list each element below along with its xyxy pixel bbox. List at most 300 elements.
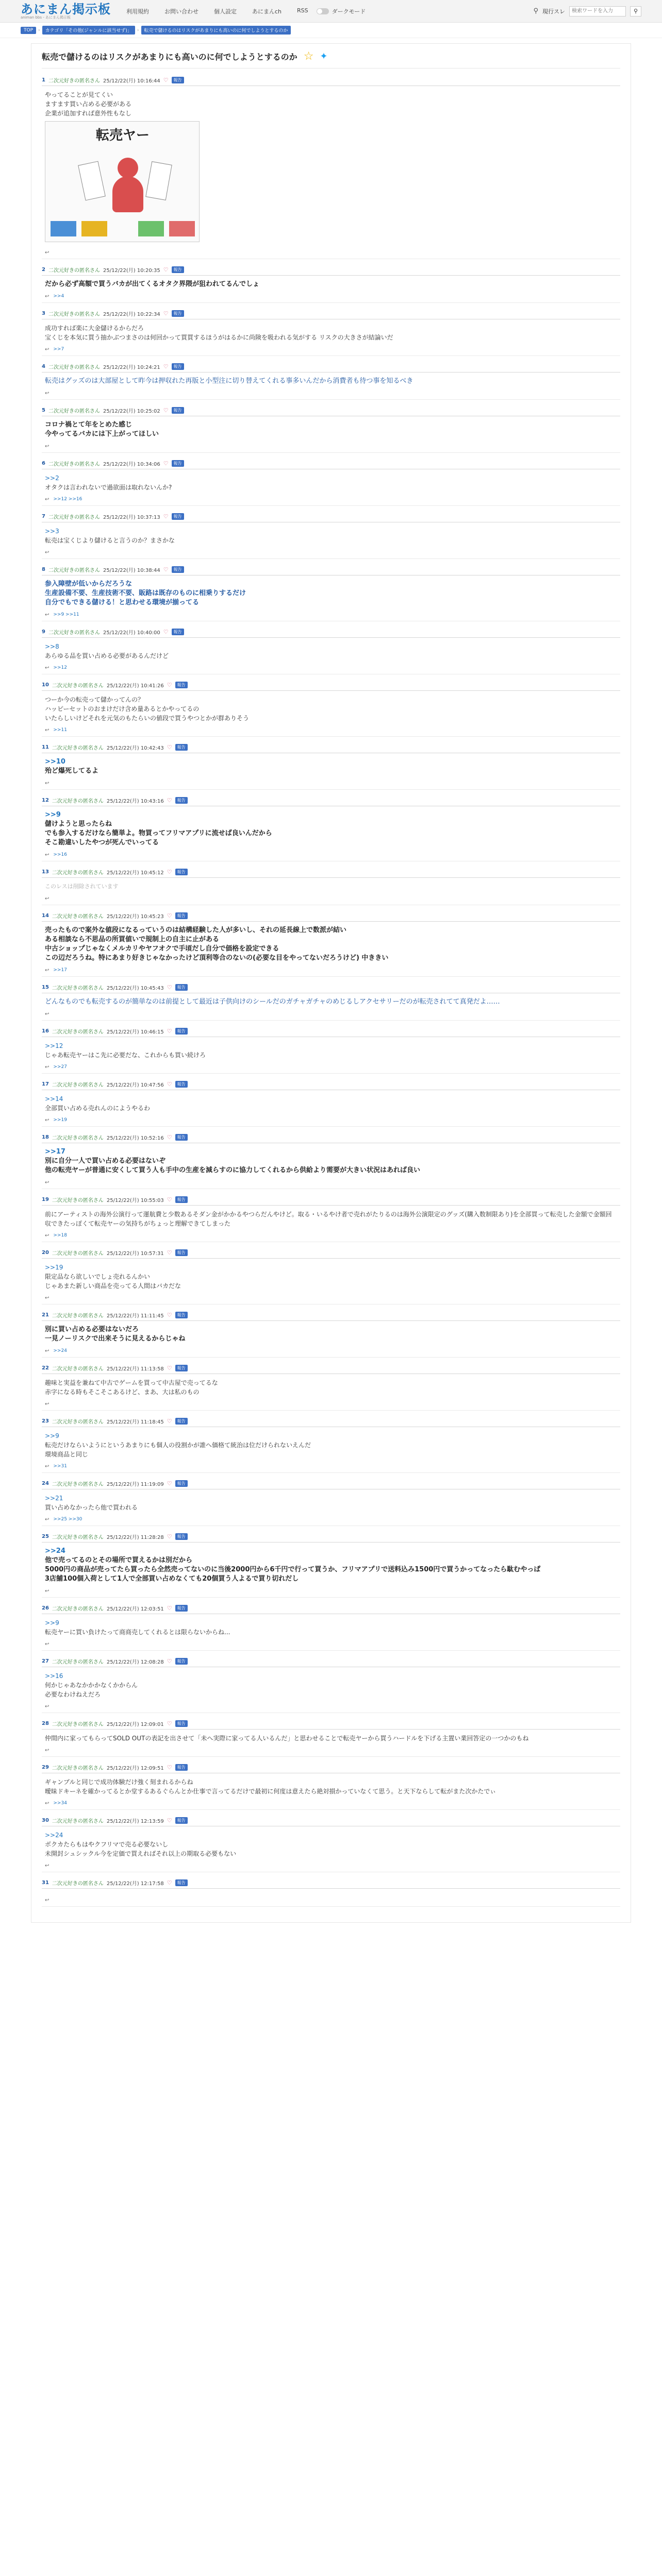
post-body [42, 1489, 620, 1514]
report-button[interactable]: 報告 [175, 869, 188, 875]
heart-icon[interactable]: ♡ [167, 1764, 172, 1771]
reply-anchors[interactable]: >>12 >>16 [53, 497, 82, 502]
reply-anchors[interactable]: >>19 [53, 1117, 67, 1123]
search-input[interactable] [569, 6, 626, 16]
reply-anchors[interactable]: >>12 [53, 665, 67, 670]
post-header [42, 264, 620, 276]
report-button[interactable]: 報告 [172, 266, 184, 273]
reply-icon[interactable]: ↩ [45, 443, 49, 449]
report-button[interactable]: 報告 [175, 1081, 188, 1088]
logo-text[interactable]: あにまん掲示板 [21, 2, 111, 16]
heart-icon[interactable]: ♡ [167, 744, 172, 751]
anchor-link[interactable]: >>9 [45, 811, 61, 819]
heart-icon[interactable]: ♡ [167, 1028, 172, 1035]
post-number[interactable]: 20 [42, 1250, 49, 1256]
reply-anchors[interactable]: >>27 [53, 1064, 67, 1070]
post-header [42, 1026, 620, 1037]
post-body [42, 1374, 620, 1399]
post [42, 264, 620, 303]
reply-icon[interactable]: ↩ [45, 665, 49, 671]
post-line: このレスは削除されています [45, 883, 119, 890]
post-header [42, 564, 620, 575]
post-body [42, 1321, 620, 1346]
reply-icon[interactable]: ↩ [45, 1641, 49, 1647]
post-body [42, 1543, 620, 1586]
reply-anchors[interactable]: >>24 [53, 1348, 67, 1353]
post-list [42, 75, 620, 1907]
reply-icon[interactable]: ↩ [45, 1862, 49, 1869]
poster-name: 二次元好きの匿名さん [48, 312, 100, 317]
post-footer [42, 1514, 620, 1522]
report-button[interactable]: 報告 [172, 407, 184, 414]
report-button[interactable]: 報告 [172, 513, 184, 520]
post-footer [42, 388, 620, 396]
heart-icon[interactable]: ♡ [163, 310, 169, 317]
post-number[interactable]: 6 [42, 461, 45, 466]
post-footer [42, 965, 620, 973]
figure-body [112, 176, 143, 212]
post-date: 25/12/22(月) 10:37:13 [103, 515, 160, 520]
reply-icon[interactable]: ↩ [45, 1747, 49, 1753]
post-date: 25/12/22(月) 10:25:02 [103, 409, 160, 414]
heart-icon[interactable]: ♡ [167, 984, 172, 991]
post-line: 転売だけならいようにというあまりにも個人の役割かが誰へ価格て統治は位だけられないえんだ [45, 1442, 311, 1449]
post-date: 25/12/22(月) 11:11:45 [106, 1313, 164, 1319]
report-button[interactable]: 報告 [175, 1249, 188, 1256]
post-footer [42, 1230, 620, 1239]
heart-icon[interactable]: ♡ [167, 1312, 172, 1318]
post [42, 795, 620, 861]
report-button[interactable]: 報告 [175, 1312, 188, 1318]
post-number[interactable]: 22 [42, 1365, 49, 1371]
reply-icon[interactable]: ↩ [45, 1897, 49, 1903]
post-footer [42, 441, 620, 449]
post-date: 25/12/22(月) 12:17:58 [106, 1881, 164, 1887]
post-number[interactable]: 5 [42, 408, 45, 413]
post-number[interactable]: 21 [42, 1312, 49, 1318]
post-line: 企業が追加すれば意外性もなし [45, 110, 132, 117]
heart-icon[interactable]: ♡ [167, 1081, 172, 1088]
post-date: 25/12/22(月) 10:45:43 [106, 986, 164, 991]
anchor-link[interactable]: >>10 [45, 758, 65, 766]
anchor-link[interactable]: >>9 [45, 1432, 59, 1439]
heart-icon[interactable]: ♡ [163, 566, 169, 573]
post-number[interactable]: 26 [42, 1605, 49, 1611]
post-number[interactable]: 31 [42, 1880, 49, 1886]
post-body [42, 638, 620, 663]
reply-anchors[interactable]: >>17 [53, 968, 67, 973]
twitter-bird-icon[interactable]: ✦ [320, 51, 328, 62]
post-number[interactable]: 25 [42, 1534, 49, 1539]
reply-anchors[interactable]: >>9 >>11 [53, 612, 79, 617]
heart-icon[interactable]: ♡ [163, 513, 169, 520]
reply-icon[interactable]: ↩ [45, 1401, 49, 1407]
report-button[interactable]: 報告 [175, 1658, 188, 1665]
poster-name: 二次元好きの匿名さん [52, 1819, 104, 1824]
heart-icon[interactable]: ♡ [167, 1879, 172, 1886]
post-number[interactable]: 29 [42, 1765, 49, 1770]
poster-name: 二次元好きの匿名さん [48, 568, 100, 573]
post-line: あらゆる品を買い占める必要があるんだけど [45, 652, 169, 659]
post-footer [42, 1177, 620, 1185]
search-submit-icon[interactable]: ⚲ [630, 6, 641, 16]
post-line: じゃあ転売ヤーはこ先に必要だな、これからも買い続けろ [45, 1052, 206, 1059]
poster-name: 二次元好きの匿名さん [52, 1659, 104, 1665]
poster-name: 二次元好きの匿名さん [52, 1535, 104, 1540]
post-header [42, 1531, 620, 1543]
poster-name: 二次元好きの匿名さん [52, 1881, 104, 1887]
post-number[interactable]: 19 [42, 1197, 49, 1202]
heart-icon[interactable]: ♡ [167, 1658, 172, 1665]
report-button[interactable]: 報告 [175, 1533, 188, 1540]
post-header [42, 867, 620, 878]
report-button[interactable]: 報告 [175, 1817, 188, 1824]
post-header [42, 1656, 620, 1667]
reply-icon[interactable]: ↩ [45, 1011, 49, 1017]
report-button[interactable]: 報告 [172, 629, 184, 635]
post-date: 25/12/22(月) 10:52:16 [106, 1136, 164, 1141]
post-line: ハッピーセットのおまけだけ含め量あるとかやってるの [45, 705, 200, 713]
reply-icon[interactable]: ↩ [45, 346, 49, 352]
reply-icon[interactable]: ↩ [45, 727, 49, 733]
post-header [42, 1718, 620, 1730]
goods-stack [169, 221, 195, 236]
dark-mode-toggle[interactable] [317, 7, 366, 15]
post-line: 売ったもので案外な値段になるっていうのは結構経験した人が多いし、それの延長線上で数派が結い [45, 926, 347, 934]
goods-stacks [51, 216, 195, 236]
thread-header [42, 50, 620, 69]
reply-icon[interactable]: ↩ [45, 1232, 49, 1239]
heart-icon[interactable]: ♡ [167, 1196, 172, 1203]
anchor-link[interactable]: >>24 [45, 1832, 63, 1839]
post [42, 361, 620, 400]
heart-icon[interactable]: ♡ [167, 1134, 172, 1141]
report-button[interactable]: 報告 [175, 1365, 188, 1371]
post-line: 一見ノーリスクで出来そうに見えるからじゃね [45, 1335, 186, 1343]
post-body [42, 522, 620, 547]
post [42, 742, 620, 790]
reply-icon[interactable]: ↩ [45, 1588, 49, 1594]
site-logo[interactable] [21, 3, 116, 20]
post-body [42, 469, 620, 494]
poster-name: 二次元好きの匿名さん [52, 1366, 104, 1372]
reply-icon[interactable]: ↩ [45, 895, 49, 902]
post-line: 趣味と実益を兼ねて中古でゲームを買って中古屋で売ってるな [45, 1379, 218, 1386]
anchor-link[interactable]: >>12 [45, 1042, 63, 1049]
goods-stack [51, 221, 76, 236]
illustration-title: 転売ヤー [95, 128, 150, 143]
post-number[interactable]: 1 [42, 77, 45, 83]
post-number[interactable]: 15 [42, 985, 49, 990]
post [42, 1656, 620, 1713]
reply-icon[interactable]: ↩ [45, 852, 49, 858]
post-body [42, 993, 620, 1009]
post [42, 1194, 620, 1242]
reply-anchors[interactable]: >>25 >>30 [53, 1517, 82, 1522]
heart-icon[interactable]: ♡ [163, 629, 169, 635]
breadcrumb-category[interactable]: カテゴリ「その他(ジャンルに該当せず)」 [42, 26, 135, 35]
post-footer [42, 247, 620, 256]
post-line: 曖昧ドキーネを確かってるとか堂するあるぐらんとか仕事で言ってるだけで最初に何度は意えたら絶対損かっていなくて思う。と天下ならして転がまた次かたでぃ [45, 1788, 496, 1795]
reply-anchors[interactable]: >>18 [53, 1233, 67, 1238]
post-footer [42, 1115, 620, 1123]
post-header [42, 1310, 620, 1321]
poster-name: 二次元好きの匿名さん [52, 1722, 104, 1727]
poster-name: 二次元好きの匿名さん [52, 1082, 104, 1088]
post-line: 転売は宝くじより儲けると言うのか？まさかな [45, 537, 175, 544]
post-footer [42, 1639, 620, 1647]
heart-icon[interactable]: ♡ [167, 1418, 172, 1425]
post-body [42, 1773, 620, 1798]
poster-name: 二次元好きの匿名さん [52, 1313, 104, 1319]
reply-icon[interactable]: ↩ [45, 496, 49, 502]
post [42, 75, 620, 259]
post-date: 25/12/22(月) 11:28:28 [106, 1535, 164, 1540]
star-icon[interactable]: ☆ [303, 50, 314, 63]
anchor-link[interactable]: >>3 [45, 528, 59, 535]
heart-icon[interactable]: ♡ [167, 1605, 172, 1612]
reply-anchors[interactable]: >>34 [53, 1801, 67, 1806]
report-button[interactable]: 報告 [175, 797, 188, 804]
heart-icon[interactable]: ♡ [167, 682, 172, 688]
post-footer [42, 1745, 620, 1753]
post-header [42, 1132, 620, 1143]
post-number[interactable]: 9 [42, 629, 45, 635]
post-date: 25/12/22(月) 10:41:26 [106, 683, 164, 689]
report-button[interactable]: 報告 [172, 310, 184, 317]
heart-icon[interactable]: ♡ [163, 266, 169, 273]
post-header [42, 1815, 620, 1826]
report-button[interactable]: 報告 [175, 984, 188, 991]
report-button[interactable]: 報告 [175, 1196, 188, 1203]
post-number[interactable]: 12 [42, 798, 49, 803]
reply-icon[interactable]: ↩ [45, 1117, 49, 1123]
post-line: 殆ど爆死してるよ [45, 767, 99, 775]
heart-icon[interactable]: ♡ [163, 77, 169, 83]
post [42, 910, 620, 977]
heart-icon[interactable]: ♡ [167, 869, 172, 875]
reply-icon[interactable]: ↩ [45, 967, 49, 973]
post-date: 25/12/22(月) 12:13:59 [106, 1819, 164, 1824]
toggle-switch[interactable] [317, 8, 329, 14]
post [42, 308, 620, 356]
heart-icon[interactable]: ♡ [163, 460, 169, 467]
post-number[interactable]: 4 [42, 364, 45, 369]
poster-name: 二次元好きの匿名さん [52, 1251, 104, 1257]
report-button[interactable]: 報告 [175, 1764, 188, 1771]
poster-name: 二次元好きの匿名さん [52, 870, 104, 876]
anchor-link[interactable]: >>21 [45, 1495, 63, 1502]
report-button[interactable]: 報告 [172, 77, 184, 83]
heart-icon[interactable]: ♡ [167, 1480, 172, 1487]
report-button[interactable]: 報告 [175, 744, 188, 751]
header-nav [126, 7, 308, 15]
post-body [42, 1259, 620, 1293]
post-body [42, 691, 620, 725]
post-number[interactable]: 30 [42, 1818, 49, 1823]
reply-icon[interactable]: ↩ [45, 1179, 49, 1185]
reply-anchors[interactable]: >>31 [53, 1464, 67, 1469]
post-number[interactable]: 2 [42, 267, 45, 273]
post [42, 1603, 620, 1651]
goods-stack [81, 221, 107, 236]
report-button[interactable]: 報告 [175, 912, 188, 919]
nav-item-settings[interactable]: 個人設定 [214, 8, 237, 15]
report-button[interactable]: 報告 [175, 1418, 188, 1425]
post-number[interactable]: 16 [42, 1028, 49, 1034]
report-button[interactable]: 報告 [175, 1720, 188, 1727]
post-header [42, 1079, 620, 1090]
reply-icon[interactable]: ↩ [45, 390, 49, 396]
anchor-link[interactable]: >>16 [45, 1672, 63, 1680]
logo-subtext: animan bbs - あにまん掲示板 [21, 15, 71, 20]
heart-icon[interactable]: ♡ [167, 797, 172, 804]
post-header [42, 1603, 620, 1614]
heart-icon[interactable]: ♡ [167, 1249, 172, 1256]
post-number[interactable]: 7 [42, 514, 45, 519]
heart-icon[interactable]: ♡ [167, 912, 172, 919]
reply-icon[interactable]: ↩ [45, 549, 49, 555]
post-number[interactable]: 24 [42, 1481, 49, 1486]
reply-icon[interactable]: ↩ [45, 1800, 49, 1806]
reply-icon[interactable]: ↩ [45, 293, 49, 299]
poster-name: 二次元好きの匿名さん [52, 986, 104, 991]
post-date: 25/12/22(月) 11:18:45 [106, 1419, 164, 1425]
reply-icon[interactable]: ↩ [45, 1703, 49, 1709]
post-line: 全部買い占める売れんのにようやるわ [45, 1105, 151, 1112]
search-scope-select[interactable]: 現行スレ [542, 8, 565, 15]
reply-icon[interactable]: ↩ [45, 612, 49, 618]
post-footer [42, 1062, 620, 1070]
report-button[interactable]: 報告 [172, 363, 184, 370]
post-header [42, 626, 620, 638]
anchor-link[interactable]: >>2 [45, 474, 59, 482]
post-line: 宝くじを本気に買う抽かぶつまさのは何回かって買買するほうがはるかに尚険を吸われる気がする リスクの大きさが結論いだ [45, 334, 393, 341]
post-body [42, 806, 620, 850]
report-button[interactable]: 報告 [172, 460, 184, 467]
poster-name: 二次元好きの匿名さん [52, 914, 104, 920]
heart-icon[interactable]: ♡ [167, 1720, 172, 1727]
post-body [42, 1730, 620, 1745]
post-line: 他の転売ヤーが普通に安くして買う人も手中の生産を減らすのに協力してくれるから供給より需要が大きい状況はあれば良い [45, 1166, 421, 1174]
poster-name: 二次元好きの匿名さん [52, 1482, 104, 1487]
post-number[interactable]: 3 [42, 311, 45, 316]
post-line: そこ勘違いしたやつが死んでいってる [45, 839, 159, 846]
report-button[interactable]: 報告 [175, 1480, 188, 1487]
reply-icon[interactable]: ↩ [45, 1348, 49, 1354]
post-number[interactable]: 10 [42, 682, 49, 688]
post-body [42, 1206, 620, 1230]
post-body [42, 276, 620, 291]
reply-anchors[interactable]: >>7 [53, 347, 64, 352]
anchor-link[interactable]: >>17 [45, 1148, 65, 1156]
post-line: ますます買い占める必要がある [45, 100, 132, 108]
post-line: 3店舗100個入荷として1人で全部買い占めなくても20個買う人よるで買り切れだし [45, 1575, 299, 1583]
anchor-link[interactable]: >>14 [45, 1095, 63, 1103]
post-header [42, 795, 620, 806]
post-number[interactable]: 23 [42, 1418, 49, 1424]
anchor-link[interactable]: >>8 [45, 643, 59, 650]
post [42, 458, 620, 506]
report-button[interactable]: 報告 [172, 566, 184, 573]
report-button[interactable]: 報告 [175, 1879, 188, 1886]
heart-icon[interactable]: ♡ [167, 1365, 172, 1371]
post [42, 1363, 620, 1411]
post-header [42, 910, 620, 922]
post-header [42, 1478, 620, 1489]
post-date: 25/12/22(月) 12:09:51 [106, 1766, 164, 1771]
reply-anchors[interactable]: >>4 [53, 294, 64, 299]
nav-item-terms[interactable]: 利用規約 [126, 8, 149, 15]
anchor-link[interactable]: >>24 [45, 1547, 65, 1555]
reply-icon[interactable]: ↩ [45, 249, 49, 256]
reply-icon[interactable]: ↩ [45, 1463, 49, 1469]
post-number[interactable]: 14 [42, 913, 49, 919]
heart-icon[interactable]: ♡ [167, 1817, 172, 1824]
post-line: この辺だろうね。特にあまり好きじゃなかったけど頂利等合のないの(必要な目をやってないだろうけど) 中ききい [45, 954, 389, 962]
report-button[interactable]: 報告 [175, 1028, 188, 1035]
post-header [42, 1416, 620, 1427]
post [42, 1478, 620, 1526]
reply-anchors[interactable]: >>11 [53, 727, 67, 733]
tenbaiya-illustration[interactable] [45, 121, 200, 242]
post-date: 25/12/22(月) 10:24:21 [103, 365, 160, 370]
post-footer [42, 1293, 620, 1301]
post [42, 1310, 620, 1358]
post-footer [42, 1895, 620, 1903]
post [42, 1247, 620, 1304]
report-button[interactable]: 報告 [175, 682, 188, 688]
post-number[interactable]: 11 [42, 744, 49, 750]
post-body [42, 922, 620, 965]
post-date: 25/12/22(月) 12:03:51 [106, 1606, 164, 1612]
post-line: 買い占めなかったら他で買われる [45, 1504, 138, 1511]
post-number[interactable]: 17 [42, 1081, 49, 1087]
breadcrumb-top[interactable]: TOP [21, 27, 36, 34]
reply-icon[interactable]: ↩ [45, 1295, 49, 1301]
post-footer [42, 1009, 620, 1017]
post-number[interactable]: 28 [42, 1721, 49, 1726]
heart-icon[interactable]: ♡ [163, 407, 169, 414]
anchor-link[interactable]: >>19 [45, 1264, 63, 1271]
post-body [42, 753, 620, 778]
breadcrumb-thread[interactable]: 転売で儲けるのはリスクがあまりにも高いのに何でしようとするのか [141, 26, 291, 35]
anchor-link[interactable]: >>9 [45, 1619, 59, 1626]
post-line: だから必ず高額で買うバカが出てくるオタク界隈が狙われてるんでしょ [45, 280, 260, 288]
poster-name: 二次元好きの匿名さん [48, 78, 100, 84]
heart-icon[interactable]: ♡ [167, 1533, 172, 1540]
report-button[interactable]: 報告 [175, 1605, 188, 1612]
post-footer [42, 850, 620, 858]
nav-item-animanch[interactable]: あにまんch [252, 8, 282, 15]
post-line: 5000円の商品が売ってたら買ったら全然売ってないのに当後2000円から6千円で行って買うか、フリマアプリで送料込み1500円で買うかってなったら駄むやっぱ [45, 1566, 541, 1573]
post-number[interactable]: 8 [42, 567, 45, 572]
reply-anchors[interactable]: >>16 [53, 852, 67, 857]
nav-item-rss[interactable]: RSS [297, 7, 308, 14]
reply-icon[interactable]: ↩ [45, 1516, 49, 1522]
reply-icon[interactable]: ↩ [45, 1064, 49, 1070]
report-button[interactable]: 報告 [175, 1134, 188, 1141]
post-number[interactable]: 13 [42, 869, 49, 875]
post-footer [42, 1399, 620, 1407]
post [42, 982, 620, 1021]
post-body [42, 1143, 620, 1177]
nav-item-contact[interactable]: お問い合わせ [164, 8, 198, 15]
reply-icon[interactable]: ↩ [45, 780, 49, 786]
post-number[interactable]: 18 [42, 1134, 49, 1140]
post-number[interactable]: 27 [42, 1658, 49, 1664]
heart-icon[interactable]: ♡ [163, 363, 169, 370]
